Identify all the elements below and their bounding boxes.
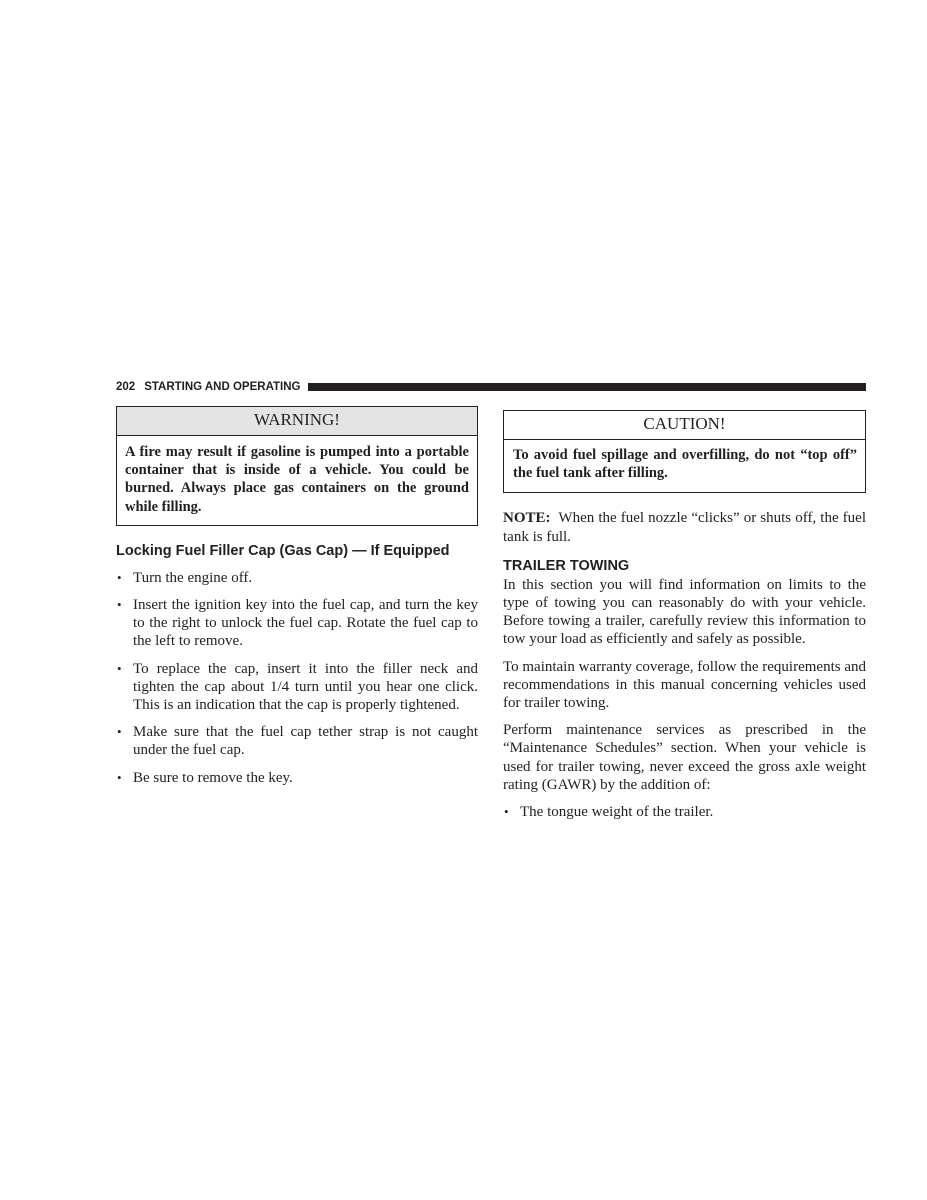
list-item-text: To replace the cap, insert it into the filler neck and tighten the cap about 1/4 turn until you hear one click. This is an indication that the cap is properly tightened. [133,660,478,714]
list-item-text: Make sure that the fuel cap tether strap is not caught under the fuel cap. [133,724,478,759]
bullet-icon: • [117,569,122,585]
page-number: 202 [116,381,136,393]
bullet-icon: • [117,597,122,613]
paragraph: To maintain warranty coverage, follow the requirements and recommendations in this manual concerning vehicles used for trailer towing. [503,658,866,712]
bullet-icon: • [117,724,122,740]
note-text: When the fuel nozzle “clicks” or shuts off, the fuel tank is full. [503,510,867,545]
trailer-weight-list [503,803,866,821]
warning-title: WARNING! [117,407,477,436]
list-item-text: Be sure to remove the key. [133,769,293,786]
trailer-towing-heading: TRAILER TOWING [503,557,630,574]
caution-title: CAUTION! [504,411,865,440]
caution-box [503,410,866,493]
list-item-text: Turn the engine off. [133,569,253,586]
section-title: STARTING AND OPERATING [144,381,301,393]
list-item [116,569,478,587]
gas-cap-heading: Locking Fuel Filler Cap (Gas Cap) — If Equipped [116,542,450,559]
list-item [116,660,478,715]
bullet-icon: • [504,804,509,820]
note-label: NOTE: [503,510,551,527]
list-item [116,769,478,787]
list-item [503,803,866,821]
list-item-text: Insert the ignition key into the fuel cap, and turn the key to the right to unlock the fuel cap. Rotate the fuel cap to the left to remove. [133,597,478,650]
warning-text: A fire may result if gasoline is pumped into a portable container that is inside of a vehicle. You could be burned. Always place gas containers on the ground while filling. [125,444,469,515]
list-item [116,596,478,651]
bullet-icon: • [117,660,122,676]
list-item [116,723,478,759]
fuel-note [503,509,866,545]
bullet-icon: • [117,769,122,785]
left-column [116,406,478,787]
paragraph: Perform maintenance services as prescribed in the “Maintenance Schedules” section. When your vehicle is used for trailer towing, never exceed the gross axle weight rating (GAWR) by the addition of: [503,722,866,793]
gas-cap-steps [116,569,478,787]
paragraph: In this section you will find information on limits to the type of towing you can reasonably do with your vehicle. Before towing a trailer, carefully review this information to tow your load as efficiently and safely as possible. [503,576,866,648]
header-rule [308,383,867,391]
warning-box [116,406,478,526]
caution-text: To avoid fuel spillage and overfilling, do not “top off” the fuel tank after filling. [513,447,857,482]
list-item-text: The tongue weight of the trailer. [520,804,714,821]
right-column [503,410,866,821]
page-header [116,380,866,394]
